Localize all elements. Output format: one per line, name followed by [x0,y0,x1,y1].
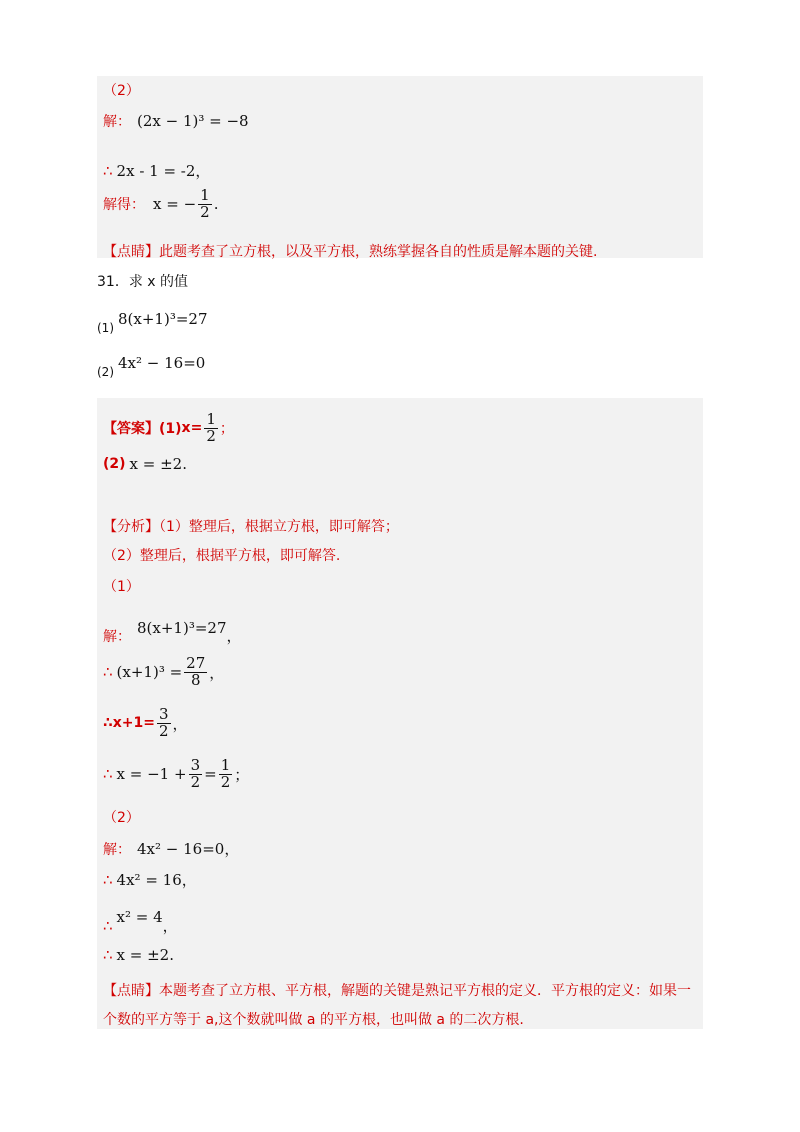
answer-line-2: (2) x = ±2 . [103,455,188,473]
solution1-line-2: ∴ (x+1)³ = $\frac{27}{8}$ ， [103,654,225,689]
solution-panel-bottom [97,398,703,1029]
question-item-1: (1) 8(x+1)³=27 [97,310,208,335]
question-title: 31．求 x 的值 [97,274,188,290]
result-line: 解得： x = − $\frac{1}{2}$ . [103,186,219,221]
answer-line-1: 【答案】(1) x= $\frac{1}{2}$ ； [103,410,234,445]
question-item-2: (2) 4x² − 16=0 [97,354,206,379]
comment-line: 【点睛】此题考查了立方根，以及平方根，熟练掌握各自的性质是解本题的关键. [103,244,598,260]
fraction: $\frac{1}{2}$ [200,186,210,221]
part2-label: （2） [103,83,140,99]
therefore-line: ∴ 2x - 1 = -2 ， [103,161,211,180]
fraction: $\frac{1}{2}$ [206,410,216,445]
solution2-line-2: ∴ 4x² = 16 ， [103,870,197,889]
fraction: $\frac{3}{2}$ [158,705,169,740]
solve-line-1 [103,111,249,131]
solution1-line-1: 解： 8(x+1)³=27 ， [103,618,242,645]
solution1-line-4: ∴ x = −1 + $\frac{3}{2}$ = $\frac{1}{2}$ ； [103,756,250,791]
fraction: $\frac{1}{2}$ [220,756,231,791]
analysis-line-1: 【分析】（1）整理后，根据立方根，即可解答； [103,519,399,535]
part2-label-b: （2） [103,810,140,826]
solution1-line-3: ∴x+1= $\frac{3}{2}$ ， [103,705,188,740]
part1-label: （1） [103,579,140,595]
equation: x = − [153,195,197,214]
comment2-line-1: 【点睛】本题考查了立方根、平方根，解题的关键是熟记平方根的定义．平方根的定义：如果一 [103,983,691,999]
solve-prefix: 解： [103,114,131,130]
comment2-line-2: 个数的平方等于 a,这个数就叫做 a 的平方根，也叫做 a 的二次方根. [103,1012,524,1028]
equation: (2x − 1)³ = −8 [137,112,249,130]
solution2-line-4: ∴ x = ±2 . [103,946,175,964]
solution2-line-3: ∴ x² = 4 ， [103,907,178,935]
equation: 2x - 1 = -2 [116,161,196,180]
solution2-line-1: 解： 4x² − 16=0 ， [103,839,240,858]
therefore-symbol: ∴ [103,161,113,180]
fraction: $\frac{27}{8}$ [186,654,206,689]
fraction: $\frac{3}{2}$ [190,756,201,791]
analysis-line-2: （2）整理后，根据平方根，即可解答. [103,548,341,564]
